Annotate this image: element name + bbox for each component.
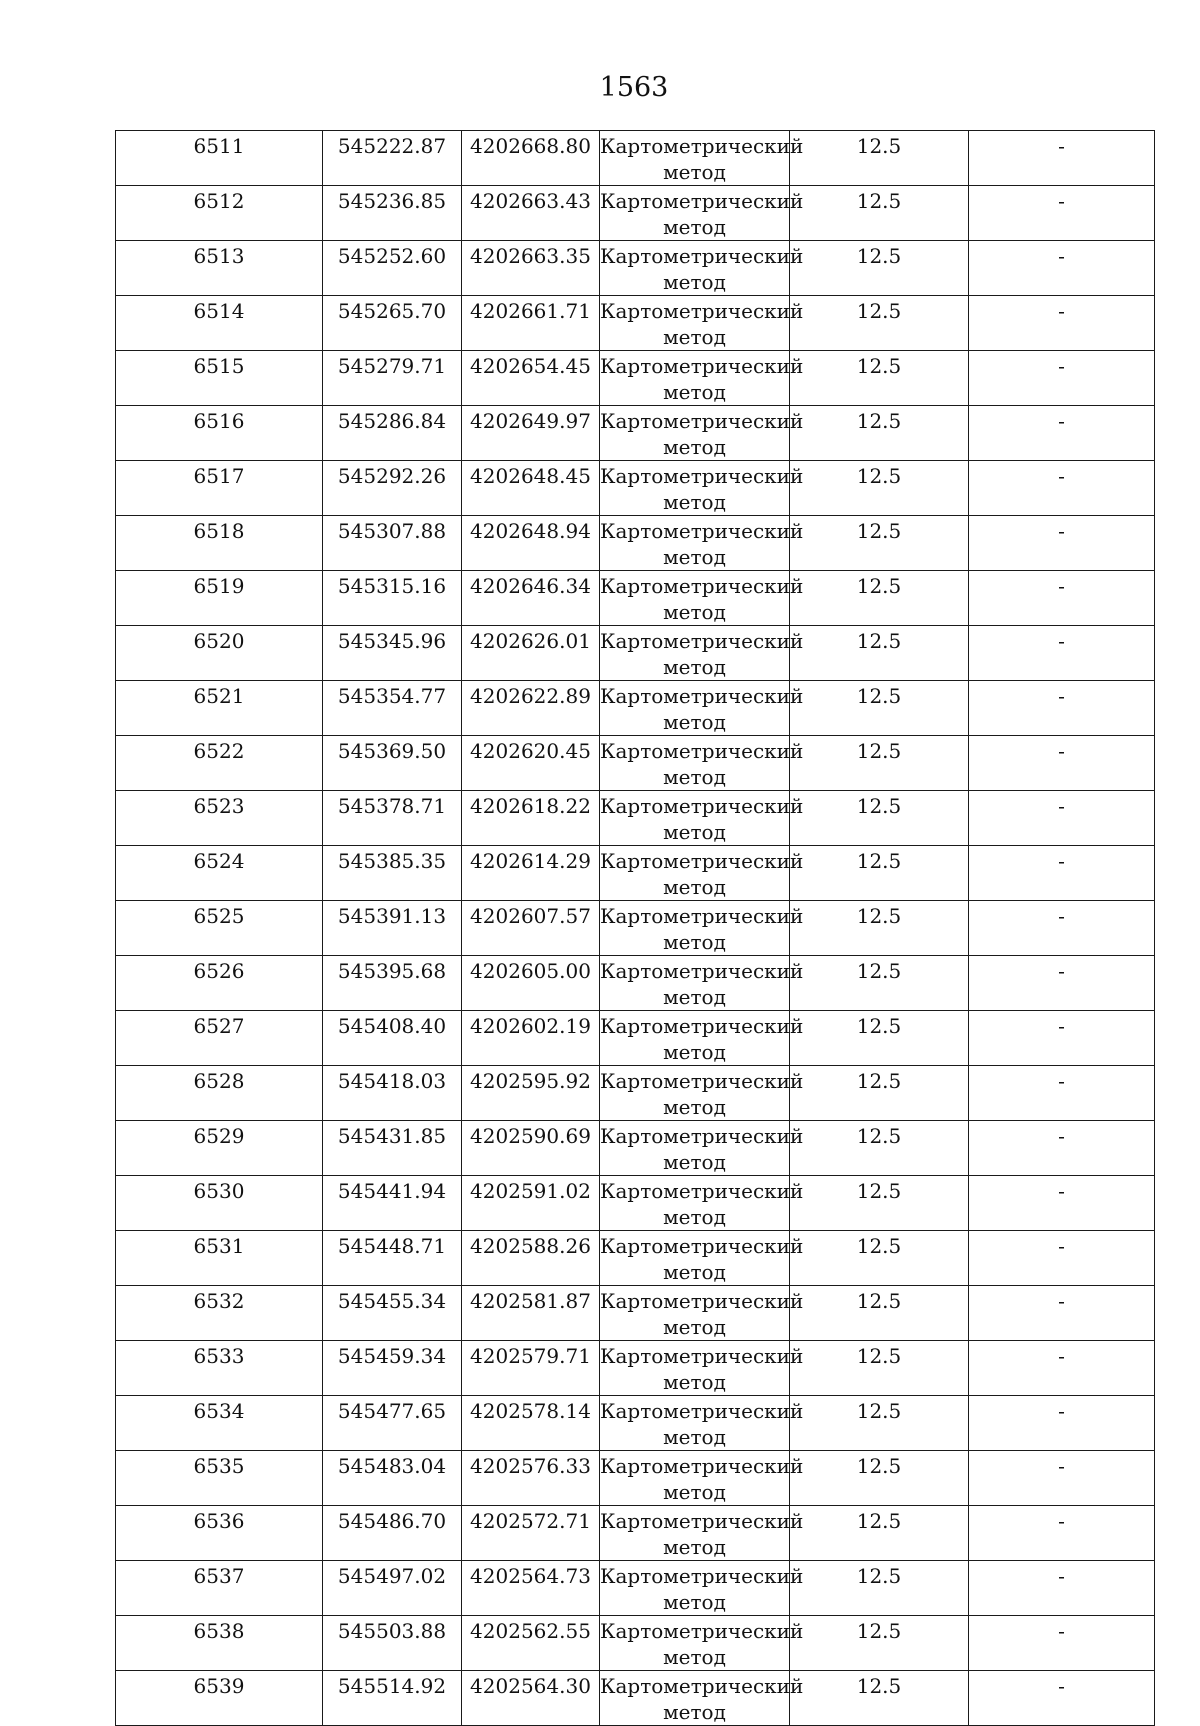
point-number-cell: 6532 <box>116 1286 323 1341</box>
table-row <box>116 846 1155 901</box>
description-cell: - <box>969 901 1155 956</box>
table-row <box>116 901 1155 956</box>
method-cell: Картометрический метод <box>600 131 790 186</box>
description-cell: - <box>969 406 1155 461</box>
method-cell: Картометрический метод <box>600 1341 790 1396</box>
method-cell: Картометрический метод <box>600 571 790 626</box>
description-cell: - <box>969 1231 1155 1286</box>
point-number-cell: 6533 <box>116 1341 323 1396</box>
table-row <box>116 1231 1155 1286</box>
precision-cell: 12.5 <box>790 1616 969 1671</box>
x-coordinate-cell: 545448.71 <box>323 1231 462 1286</box>
x-coordinate-cell: 545514.92 <box>323 1671 462 1726</box>
precision-cell: 12.5 <box>790 1286 969 1341</box>
description-cell: - <box>969 1616 1155 1671</box>
point-number-cell: 6524 <box>116 846 323 901</box>
x-coordinate-cell: 545378.71 <box>323 791 462 846</box>
table-row <box>116 406 1155 461</box>
table-row <box>116 1121 1155 1176</box>
method-cell: Картометрический метод <box>600 461 790 516</box>
y-coordinate-cell: 4202595.92 <box>462 1066 600 1121</box>
x-coordinate-cell: 545483.04 <box>323 1451 462 1506</box>
description-cell: - <box>969 791 1155 846</box>
description-cell: - <box>969 1671 1155 1726</box>
method-cell: Картометрический метод <box>600 956 790 1011</box>
point-number-cell: 6538 <box>116 1616 323 1671</box>
method-cell: Картометрический метод <box>600 1671 790 1726</box>
method-cell: Картометрический метод <box>600 1011 790 1066</box>
description-cell: - <box>969 1561 1155 1616</box>
y-coordinate-cell: 4202654.45 <box>462 351 600 406</box>
y-coordinate-cell: 4202602.19 <box>462 1011 600 1066</box>
y-coordinate-cell: 4202579.71 <box>462 1341 600 1396</box>
table-row <box>116 351 1155 406</box>
point-number-cell: 6536 <box>116 1506 323 1561</box>
precision-cell: 12.5 <box>790 1066 969 1121</box>
description-cell: - <box>969 681 1155 736</box>
y-coordinate-cell: 4202591.02 <box>462 1176 600 1231</box>
point-number-cell: 6523 <box>116 791 323 846</box>
description-cell: - <box>969 1396 1155 1451</box>
description-cell: - <box>969 516 1155 571</box>
x-coordinate-cell: 545222.87 <box>323 131 462 186</box>
point-number-cell: 6530 <box>116 1176 323 1231</box>
precision-cell: 12.5 <box>790 461 969 516</box>
description-cell: - <box>969 736 1155 791</box>
precision-cell: 12.5 <box>790 956 969 1011</box>
description-cell: - <box>969 1286 1155 1341</box>
description-cell: - <box>969 461 1155 516</box>
x-coordinate-cell: 545279.71 <box>323 351 462 406</box>
precision-cell: 12.5 <box>790 1231 969 1286</box>
x-coordinate-cell: 545486.70 <box>323 1506 462 1561</box>
table-row <box>116 736 1155 791</box>
point-number-cell: 6537 <box>116 1561 323 1616</box>
precision-cell: 12.5 <box>790 571 969 626</box>
method-cell: Картометрический метод <box>600 186 790 241</box>
point-number-cell: 6520 <box>116 626 323 681</box>
x-coordinate-cell: 545459.34 <box>323 1341 462 1396</box>
point-number-cell: 6519 <box>116 571 323 626</box>
method-cell: Картометрический метод <box>600 516 790 571</box>
y-coordinate-cell: 4202626.01 <box>462 626 600 681</box>
point-number-cell: 6522 <box>116 736 323 791</box>
point-number-cell: 6535 <box>116 1451 323 1506</box>
x-coordinate-cell: 545369.50 <box>323 736 462 791</box>
method-cell: Картометрический метод <box>600 1616 790 1671</box>
table-row <box>116 791 1155 846</box>
point-number-cell: 6521 <box>116 681 323 736</box>
method-cell: Картометрический метод <box>600 1066 790 1121</box>
y-coordinate-cell: 4202578.14 <box>462 1396 600 1451</box>
x-coordinate-cell: 545307.88 <box>323 516 462 571</box>
precision-cell: 12.5 <box>790 1176 969 1231</box>
description-cell: - <box>969 1011 1155 1066</box>
table-row <box>116 1286 1155 1341</box>
point-number-cell: 6518 <box>116 516 323 571</box>
y-coordinate-cell: 4202564.73 <box>462 1561 600 1616</box>
y-coordinate-cell: 4202564.30 <box>462 1671 600 1726</box>
method-cell: Картометрический метод <box>600 626 790 681</box>
x-coordinate-cell: 545315.16 <box>323 571 462 626</box>
method-cell: Картометрический метод <box>600 1561 790 1616</box>
point-number-cell: 6528 <box>116 1066 323 1121</box>
x-coordinate-cell: 545431.85 <box>323 1121 462 1176</box>
y-coordinate-cell: 4202562.55 <box>462 1616 600 1671</box>
description-cell: - <box>969 571 1155 626</box>
y-coordinate-cell: 4202648.94 <box>462 516 600 571</box>
method-cell: Картометрический метод <box>600 681 790 736</box>
precision-cell: 12.5 <box>790 1451 969 1506</box>
point-number-cell: 6539 <box>116 1671 323 1726</box>
table-row <box>116 186 1155 241</box>
precision-cell: 12.5 <box>790 1396 969 1451</box>
y-coordinate-cell: 4202618.22 <box>462 791 600 846</box>
y-coordinate-cell: 4202590.69 <box>462 1121 600 1176</box>
y-coordinate-cell: 4202572.71 <box>462 1506 600 1561</box>
table-row <box>116 516 1155 571</box>
precision-cell: 12.5 <box>790 186 969 241</box>
precision-cell: 12.5 <box>790 516 969 571</box>
coordinates-table-body <box>116 131 1155 1726</box>
precision-cell: 12.5 <box>790 791 969 846</box>
precision-cell: 12.5 <box>790 1011 969 1066</box>
method-cell: Картометрический метод <box>600 736 790 791</box>
precision-cell: 12.5 <box>790 1561 969 1616</box>
description-cell: - <box>969 1341 1155 1396</box>
precision-cell: 12.5 <box>790 901 969 956</box>
point-number-cell: 6512 <box>116 186 323 241</box>
description-cell: - <box>969 186 1155 241</box>
description-cell: - <box>969 296 1155 351</box>
description-cell: - <box>969 1176 1155 1231</box>
x-coordinate-cell: 545441.94 <box>323 1176 462 1231</box>
x-coordinate-cell: 545345.96 <box>323 626 462 681</box>
method-cell: Картометрический метод <box>600 1506 790 1561</box>
method-cell: Картометрический метод <box>600 1396 790 1451</box>
point-number-cell: 6534 <box>116 1396 323 1451</box>
x-coordinate-cell: 545252.60 <box>323 241 462 296</box>
precision-cell: 12.5 <box>790 846 969 901</box>
y-coordinate-cell: 4202576.33 <box>462 1451 600 1506</box>
precision-cell: 12.5 <box>790 626 969 681</box>
method-cell: Картометрический метод <box>600 1286 790 1341</box>
coordinates-table <box>115 130 1155 1726</box>
table-row <box>116 1396 1155 1451</box>
y-coordinate-cell: 4202661.71 <box>462 296 600 351</box>
table-row <box>116 461 1155 516</box>
x-coordinate-cell: 545391.13 <box>323 901 462 956</box>
method-cell: Картометрический метод <box>600 296 790 351</box>
precision-cell: 12.5 <box>790 1506 969 1561</box>
y-coordinate-cell: 4202620.45 <box>462 736 600 791</box>
x-coordinate-cell: 545503.88 <box>323 1616 462 1671</box>
method-cell: Картометрический метод <box>600 1176 790 1231</box>
precision-cell: 12.5 <box>790 681 969 736</box>
x-coordinate-cell: 545455.34 <box>323 1286 462 1341</box>
method-cell: Картометрический метод <box>600 351 790 406</box>
description-cell: - <box>969 956 1155 1011</box>
x-coordinate-cell: 545265.70 <box>323 296 462 351</box>
y-coordinate-cell: 4202663.35 <box>462 241 600 296</box>
precision-cell: 12.5 <box>790 296 969 351</box>
y-coordinate-cell: 4202581.87 <box>462 1286 600 1341</box>
y-coordinate-cell: 4202646.34 <box>462 571 600 626</box>
method-cell: Картометрический метод <box>600 1451 790 1506</box>
point-number-cell: 6529 <box>116 1121 323 1176</box>
precision-cell: 12.5 <box>790 241 969 296</box>
table-row <box>116 571 1155 626</box>
y-coordinate-cell: 4202614.29 <box>462 846 600 901</box>
point-number-cell: 6525 <box>116 901 323 956</box>
description-cell: - <box>969 241 1155 296</box>
precision-cell: 12.5 <box>790 736 969 791</box>
x-coordinate-cell: 545354.77 <box>323 681 462 736</box>
description-cell: - <box>969 351 1155 406</box>
x-coordinate-cell: 545236.85 <box>323 186 462 241</box>
y-coordinate-cell: 4202649.97 <box>462 406 600 461</box>
point-number-cell: 6514 <box>116 296 323 351</box>
x-coordinate-cell: 545286.84 <box>323 406 462 461</box>
table-row <box>116 1066 1155 1121</box>
method-cell: Картометрический метод <box>600 791 790 846</box>
method-cell: Картометрический метод <box>600 406 790 461</box>
point-number-cell: 6531 <box>116 1231 323 1286</box>
page-number: 1563 <box>599 72 669 103</box>
method-cell: Картометрический метод <box>600 1121 790 1176</box>
x-coordinate-cell: 545395.68 <box>323 956 462 1011</box>
table-row <box>116 1451 1155 1506</box>
method-cell: Картометрический метод <box>600 846 790 901</box>
y-coordinate-cell: 4202668.80 <box>462 131 600 186</box>
y-coordinate-cell: 4202663.43 <box>462 186 600 241</box>
y-coordinate-cell: 4202607.57 <box>462 901 600 956</box>
description-cell: - <box>969 1121 1155 1176</box>
precision-cell: 12.5 <box>790 1121 969 1176</box>
table-row <box>116 1561 1155 1616</box>
description-cell: - <box>969 1451 1155 1506</box>
y-coordinate-cell: 4202588.26 <box>462 1231 600 1286</box>
x-coordinate-cell: 545292.26 <box>323 461 462 516</box>
table-row <box>116 1616 1155 1671</box>
precision-cell: 12.5 <box>790 1341 969 1396</box>
point-number-cell: 6517 <box>116 461 323 516</box>
table-row <box>116 1176 1155 1231</box>
table-row <box>116 1011 1155 1066</box>
table-row <box>116 1671 1155 1726</box>
y-coordinate-cell: 4202605.00 <box>462 956 600 1011</box>
x-coordinate-cell: 545497.02 <box>323 1561 462 1616</box>
point-number-cell: 6526 <box>116 956 323 1011</box>
table-row <box>116 241 1155 296</box>
table-row <box>116 131 1155 186</box>
description-cell: - <box>969 1506 1155 1561</box>
method-cell: Картометрический метод <box>600 241 790 296</box>
x-coordinate-cell: 545418.03 <box>323 1066 462 1121</box>
precision-cell: 12.5 <box>790 1671 969 1726</box>
table-row <box>116 626 1155 681</box>
point-number-cell: 6513 <box>116 241 323 296</box>
point-number-cell: 6516 <box>116 406 323 461</box>
precision-cell: 12.5 <box>790 351 969 406</box>
method-cell: Картометрический метод <box>600 1231 790 1286</box>
description-cell: - <box>969 1066 1155 1121</box>
method-cell: Картометрический метод <box>600 901 790 956</box>
table-row <box>116 1341 1155 1396</box>
point-number-cell: 6515 <box>116 351 323 406</box>
point-number-cell: 6511 <box>116 131 323 186</box>
table-row <box>116 1506 1155 1561</box>
table-row <box>116 956 1155 1011</box>
description-cell: - <box>969 131 1155 186</box>
description-cell: - <box>969 846 1155 901</box>
x-coordinate-cell: 545477.65 <box>323 1396 462 1451</box>
precision-cell: 12.5 <box>790 406 969 461</box>
y-coordinate-cell: 4202648.45 <box>462 461 600 516</box>
y-coordinate-cell: 4202622.89 <box>462 681 600 736</box>
precision-cell: 12.5 <box>790 131 969 186</box>
x-coordinate-cell: 545408.40 <box>323 1011 462 1066</box>
point-number-cell: 6527 <box>116 1011 323 1066</box>
table-row <box>116 296 1155 351</box>
description-cell: - <box>969 626 1155 681</box>
x-coordinate-cell: 545385.35 <box>323 846 462 901</box>
table-row <box>116 681 1155 736</box>
